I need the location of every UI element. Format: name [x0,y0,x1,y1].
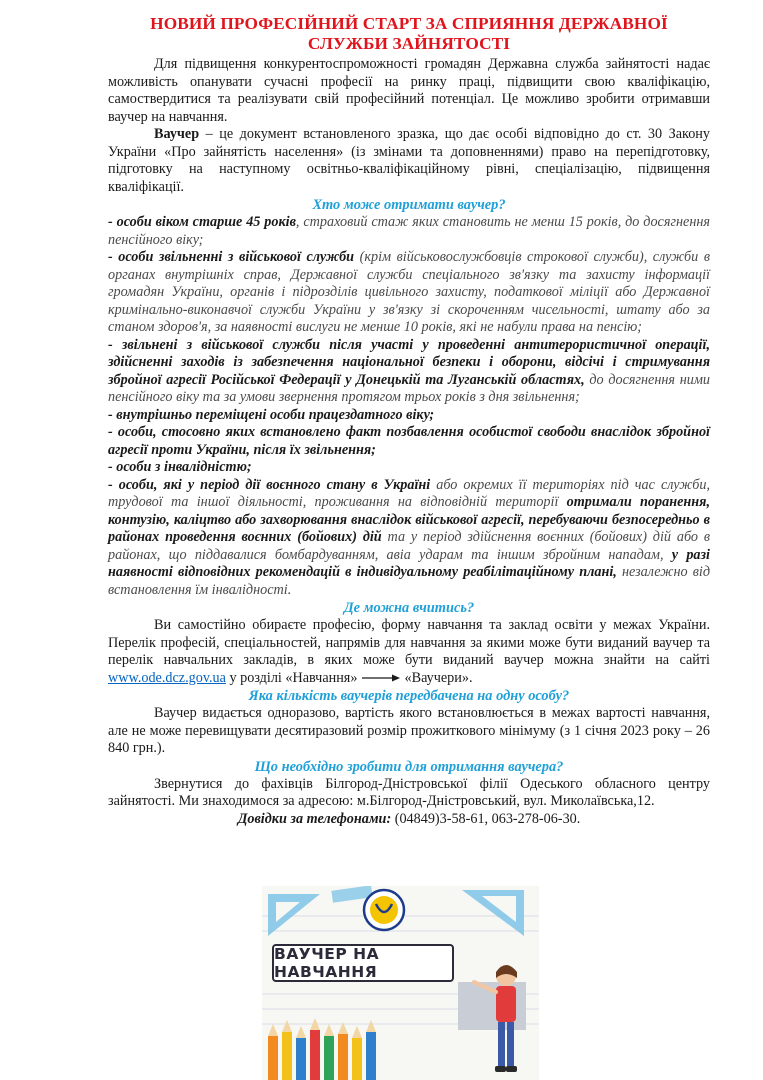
item-5-bold: - особи, стосовно яких встановлено факт позбавлення особистої свободи внаслідок збройної агресії проти України, після їх звільнення; [108,424,710,458]
heading-where: Де можна вчитись? [343,600,475,616]
heading-how-many: Яка кількість ваучерів передбачена на одну особу? [248,688,570,704]
arrow-right-icon [361,673,401,683]
what-to-do-paragraph: Звернутися до фахівців Білгород-Дністровської філії Одеського обласного центру зайнятості. Ми знаходимося за адресою: м.Білгород-Дністровський, вул. Миколаївська,12. [108,775,710,809]
item-7-bold-2: отримали поранення, контузію, каліцтво або захворювання внаслідок військової агресії, перебуваючи безпосередньо в районах проведення воєнних (бойових) дій [108,494,710,545]
list-item [108,424,710,459]
document-title [108,14,710,54]
intro-paragraph: Для підвищення конкурентоспроможності громадян Державна служба зайнятості надає можливість опанувати сучасні професії на ринку праці, підвищити свою кваліфікацію, самоствердитися та реалізувати свій професійний потенціал. Це можливо зробити отримавши ваучер на навчання. [108,56,710,125]
where-text-1: Ви самостійно обираєте професію, форму навчання та заклад освіти у межах України. Перелік професій, спеціальностей, напрямів для навчання за якими може бути виданий ваучер та перелік навчальних закладів, в яких може бути виданий ваучер можна знайти на сайті [108,617,710,668]
title-line-1: НОВИЙ ПРОФЕСІЙНИЙ СТАРТ ЗА СПРИЯННЯ ДЕРЖАВНОЇ [150,14,668,33]
item-6-bold: - особи з інвалідністю; [108,459,252,475]
voucher-term: Ваучер [154,126,200,142]
item-2-bold: - особи звільненні з військової служби [108,249,355,265]
item-7-text-3: незалежно від встановлення їм інвалідності. [108,564,710,598]
illustration-banner: ВАУЧЕР НА НАВЧАННЯ [272,944,454,982]
voucher-definition-text: – це документ встановленого зразка, що дає особі відповідно до ст. 30 Закону України «Про зайнятість населення» (із змінами та доповненнями) право на перепідготовку, підготовку на наступному освітньо-кваліфікаційному рівні, спеціалізацію, підвищення кваліфікації. [108,126,710,195]
phones-label: Довідки за телефонами: [237,810,392,827]
phones-line [108,811,710,829]
item-4-bold: - внутрішньо переміщені особи працездатного віку; [108,406,435,423]
heading-who: Хто може отримати ваучер? [312,197,506,213]
list-item [108,459,710,477]
where-text-3: «Ваучери». [400,669,473,686]
item-7-text-1: або окремих її територіях під час служби, трудової та іншої діяльності, проживання на відповідній території [108,476,710,510]
item-1-text: , страховий стаж яких становить не менш 15 років, до досягнення пенсійного віку; [108,214,710,248]
voucher-illustration [262,886,539,1080]
how-many-paragraph: Ваучер видається одноразово, вартість якого встановлюється в межах вартості навчання, але не може перевищувати десятиразовий розмір прожиткового мінімуму (з 1 січня 2023 року – 26 840 грн.). [108,705,710,756]
document-body [108,14,710,828]
item-1-bold: - особи віком старше 45 років [108,214,296,230]
list-item [108,477,710,600]
where-text-2: у розділі «Навчання» [225,669,361,686]
list-item [108,249,710,337]
phones-numbers: (04849)3-58-61, 063-278-06-30. [391,810,581,827]
item-2-text: (крім військовослужбовців строкової служби), служби в органах внутрішніх справ, Державної служби спеціального зв'язку та захисту інформації громадян України, органів і підрозділів цивільного захисту, податкової міліції або Державної кримінально-виконавчої служби України у зв'язку зі скороченням чисельності, штату або за станом здоров'я, за наявності вислуги не менше 10 років, які не набули права на пенсію; [108,249,710,335]
title-line-2: СЛУЖБИ ЗАЙНЯТОСТІ [307,34,511,53]
item-3-bold: - звільнені з військової служби після участі у проведенні антитерористичної операції, здійсненні заходів із забезпечення національної безпеки і оборони, відсічі і стримування збройної агресії Російської Федерації у Донецькій та Луганській областях, [108,336,710,388]
list-item [108,337,710,407]
item-7-text-2: та у період здійснення воєнних (бойових) дій або в районах, що піддавалися бомбардуванням, авіа ударам та іншим збройним нападам, [108,529,710,563]
website-link[interactable]: www.ode.dcz.gov.ua [108,669,226,686]
heading-what-to-do: Що необхідно зробити для отримання ваучера? [254,758,564,775]
where-paragraph [108,617,710,687]
item-3-text: до досягнення ними пенсійного віку та за умови звернення протягом трьох років з дня звільнення; [108,371,710,405]
item-7-bold-3: у разі наявності відповідних рекомендацій в індивідуальному реабілітаційному плані, [108,546,710,580]
list-item [108,214,710,249]
item-7-bold-1: - особи, які у період дії воєнного стану в Україні [108,476,431,493]
illustration-art [262,886,539,1080]
voucher-definition [108,126,710,196]
list-item [108,407,710,425]
